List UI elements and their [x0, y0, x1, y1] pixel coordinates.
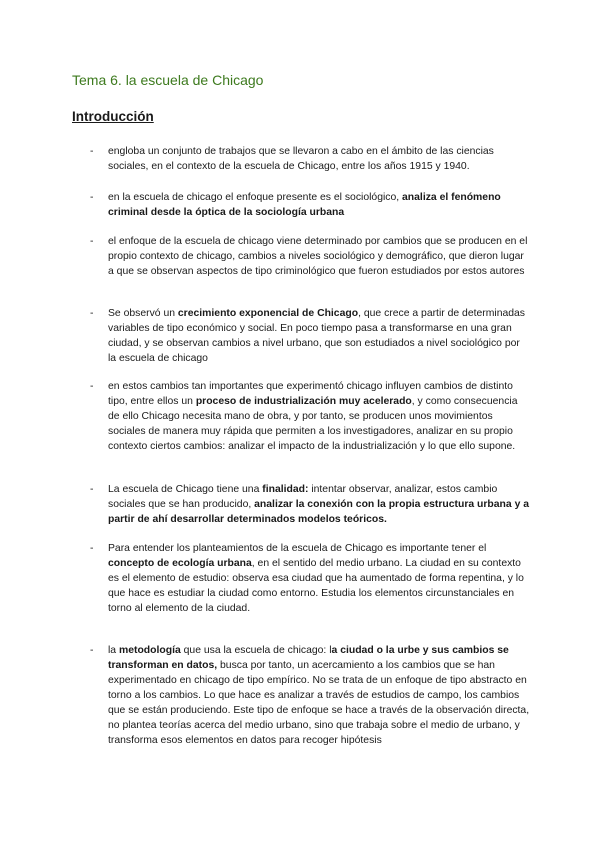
bullet-text [108, 144, 530, 174]
bullet-item [90, 306, 530, 366]
bullet-text [108, 379, 530, 454]
bullet-dash: - [90, 381, 94, 392]
text-run: engloba un conjunto de trabajos que se llevaron a cabo en el ámbito de las ciencias sociales, en el contexto de la escuela de Chicago, entre los años 1915 y 1940. [108, 146, 494, 172]
bullet-text [108, 190, 530, 220]
text-run-bold: metodología [118, 645, 181, 656]
bullet-item [90, 190, 530, 220]
text-run-bold: a ciudad o la urbe y sus cambios se transforman en datos, [108, 645, 509, 671]
bullet-text [108, 306, 530, 366]
text-run-bold: concepto de ecología urbana [108, 558, 252, 569]
text-run-bold: finalidad: [262, 484, 309, 495]
text-run-bold: crecimiento exponencial de Chicago [177, 308, 359, 319]
text-run: el enfoque de la escuela de chicago viene determinado por cambios que se producen en el propio contexto de chicago, cambios a niveles sociológico y demográfico, que dieron lugar a que se observan aspectos de tipo criminológico que fueron estudiados por estos autores [108, 236, 528, 277]
text-run: , que crece a partir de determinadas variables de tipo económico y social. En poco tiempo pasa a transformarse en una gran ciudad, y se observan cambios a nivel urbano, que son estudiados a nivel sociológico por la escuela de chicago [108, 308, 525, 364]
text-run: Se observó un [108, 308, 178, 319]
bullet-item [90, 144, 530, 174]
bullet-dash: - [90, 543, 94, 554]
bullet-item [90, 234, 530, 279]
text-run: en la escuela de chicago el enfoque presente es el sociológico, [108, 192, 403, 203]
text-run-bold: analiza el fenómeno criminal desde la óptica de la sociología urbana [108, 192, 501, 218]
bullet-dash: - [90, 236, 94, 247]
text-run: la [108, 645, 119, 656]
bullet-dash: - [90, 192, 94, 203]
bullet-text [108, 643, 530, 748]
bullet-item [90, 541, 530, 616]
bullet-dash: - [90, 484, 94, 495]
bullet-dash: - [90, 645, 94, 656]
text-run-bold: proceso de industrialización muy acelerado [195, 396, 412, 407]
text-run: que usa la escuela de chicago: l [180, 645, 332, 656]
bullet-text [108, 234, 530, 279]
text-run: , en el sentido del medio urbano. La ciudad en su contexto es el elemento de estudio: observa esa ciudad que ha aumentado de forma repentina, y lo que hace es estudiar la ciudad como entorno. Estudia los elementos circunstanciales en torno al elemento de la ciudad. [108, 558, 524, 614]
bullet-item [90, 643, 530, 748]
text-run: , y como consecuencia de ello Chicago necesita mano de obra, y por tanto, se producen unos movimientos sociales de manera muy rápida que permiten a los investigadores, analizar en su propio contexto ciertos cambios: analizar el impacto de la industrialización y lo que ello supone. [108, 396, 518, 452]
bullet-dash: - [90, 308, 94, 319]
bullet-text [108, 541, 530, 616]
text-run: intentar observar, analizar, estos cambio sociales que se han producido, [108, 484, 498, 510]
text-run: busca por tanto, un acercamiento a los cambios que se han experimentado en chicago de tipo empírico. No se trata de un enfoque de tipo abstracto en torno a los cambios. Lo que hace es analizar a través de estudios de campo, los cambios que se están produciendo. Este tipo de enfoque se hace a través de la observación directa, no plantea teorías acerca del medio urbano, sino que trabaja sobre el medio de urbano, y transforma esos elementos en datos para recoger hipótesis [108, 660, 530, 746]
text-run-bold: analizar la conexión con la propia estructura urbana y a partir de ahí desarrollar determinados modelos teóricos. [108, 499, 530, 525]
page-title: Tema 6. la escuela de Chicago [72, 72, 264, 88]
text-run: La escuela de Chicago tiene una [108, 484, 263, 495]
bullet-item [90, 482, 530, 527]
section-heading: Introducción [72, 109, 154, 124]
text-run: Para entender los planteamientos de la escuela de Chicago es importante tener el [108, 543, 487, 554]
bullet-item [90, 379, 530, 454]
bullet-text [108, 482, 530, 527]
bullet-dash: - [90, 146, 94, 157]
text-run: en estos cambios tan importantes que experimentó chicago influyen cambios de distinto tipo, entre ellos un [108, 381, 513, 407]
